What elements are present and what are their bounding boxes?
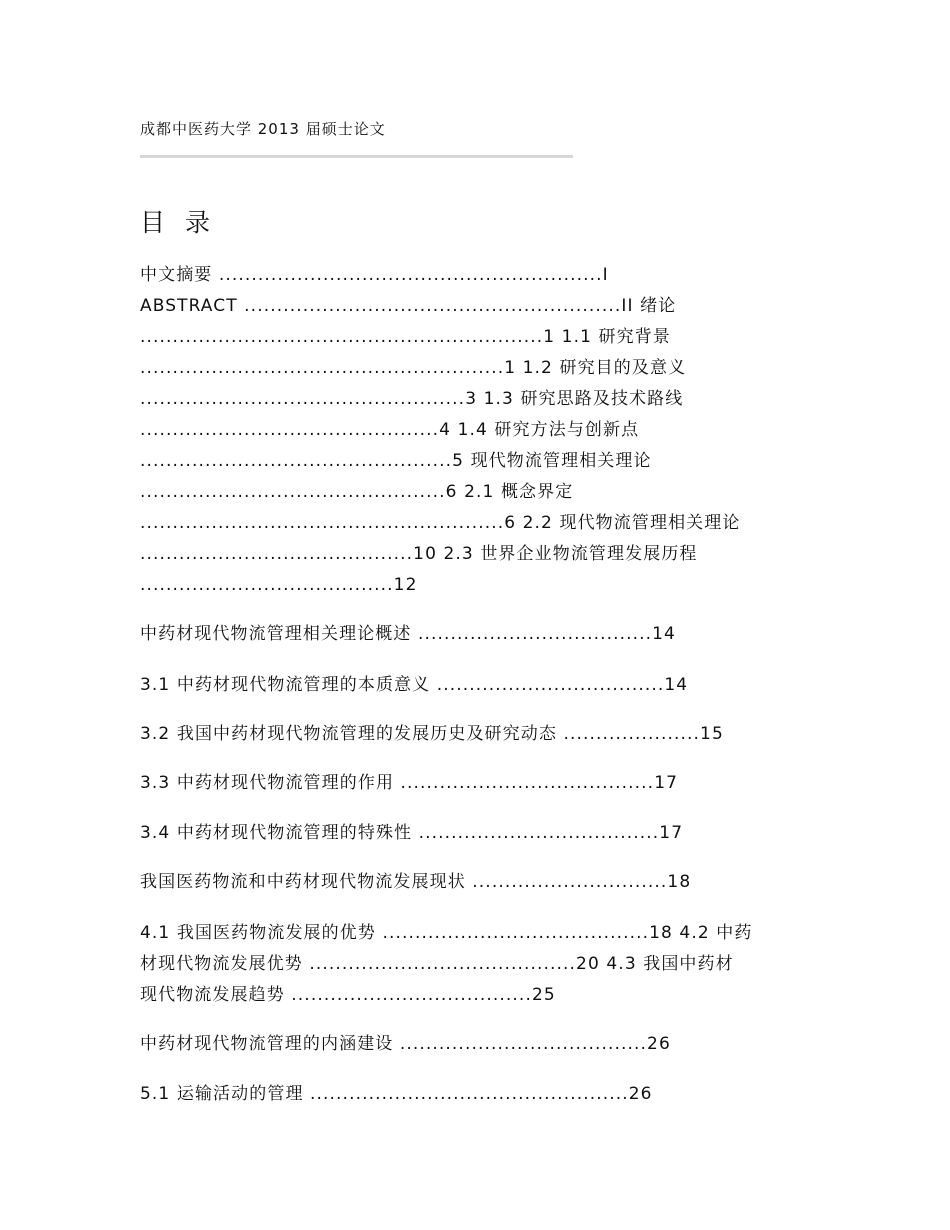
toc-line: 4.1 我国医药物流发展的优势 .........................................18 4.2 中药 xyxy=(140,923,753,943)
toc-entry: 3.3 中药材现代物流管理的作用 .......................................17 xyxy=(140,773,679,793)
toc-line: ........................................................1 1.2 研究目的及意义 xyxy=(140,358,687,378)
toc-line: .......................................12 xyxy=(140,575,418,595)
toc-line: ..........................................10 2.3 世界企业物流管理发展历程 xyxy=(140,544,698,564)
toc-entry: 5.1 运输活动的管理 .................................................26 xyxy=(140,1084,653,1104)
running-header: 成都中医药大学 2013 届硕士论文 xyxy=(140,120,386,138)
toc-line: ..............................................4 1.4 研究方法与创新点 xyxy=(140,420,640,440)
header-divider xyxy=(140,155,573,158)
toc-line: 现代物流发展趋势 .....................................25 xyxy=(140,985,556,1005)
toc-line: ...............................................6 2.1 概念界定 xyxy=(140,482,574,502)
toc-entry: 我国医药物流和中药材现代物流发展现状 ..............................18 xyxy=(140,872,692,892)
toc-entry: 中药材现代物流管理的内涵建设 ......................................26 xyxy=(140,1034,671,1054)
toc-line: ABSTRACT ..........................................................II 绪论 xyxy=(140,296,677,316)
toc-line: 材现代物流发展优势 .........................................20 4.3 我国中药材 xyxy=(140,954,734,974)
toc-line: ..................................................3 1.3 研究思路及技术路线 xyxy=(140,389,684,409)
toc-entry: 3.1 中药材现代物流管理的本质意义 ...................................14 xyxy=(140,675,689,695)
toc-title: 目 录 xyxy=(140,208,216,237)
toc-entry: 3.2 我国中药材现代物流管理的发展历史及研究动态 .....................15 xyxy=(140,724,724,744)
toc-line: ................................................5 现代物流管理相关理论 xyxy=(140,451,652,471)
toc-line: ..............................................................1 1.1 研究背景 xyxy=(140,327,671,347)
toc-entry: 3.4 中药材现代物流管理的特殊性 .....................................17 xyxy=(140,823,684,843)
toc-line: ........................................................6 2.2 现代物流管理相关理论 xyxy=(140,513,741,533)
toc-entry: 中药材现代物流管理相关理论概述 ....................................14 xyxy=(140,624,676,644)
toc-line: 中文摘要 ...........................................................I xyxy=(140,265,609,285)
